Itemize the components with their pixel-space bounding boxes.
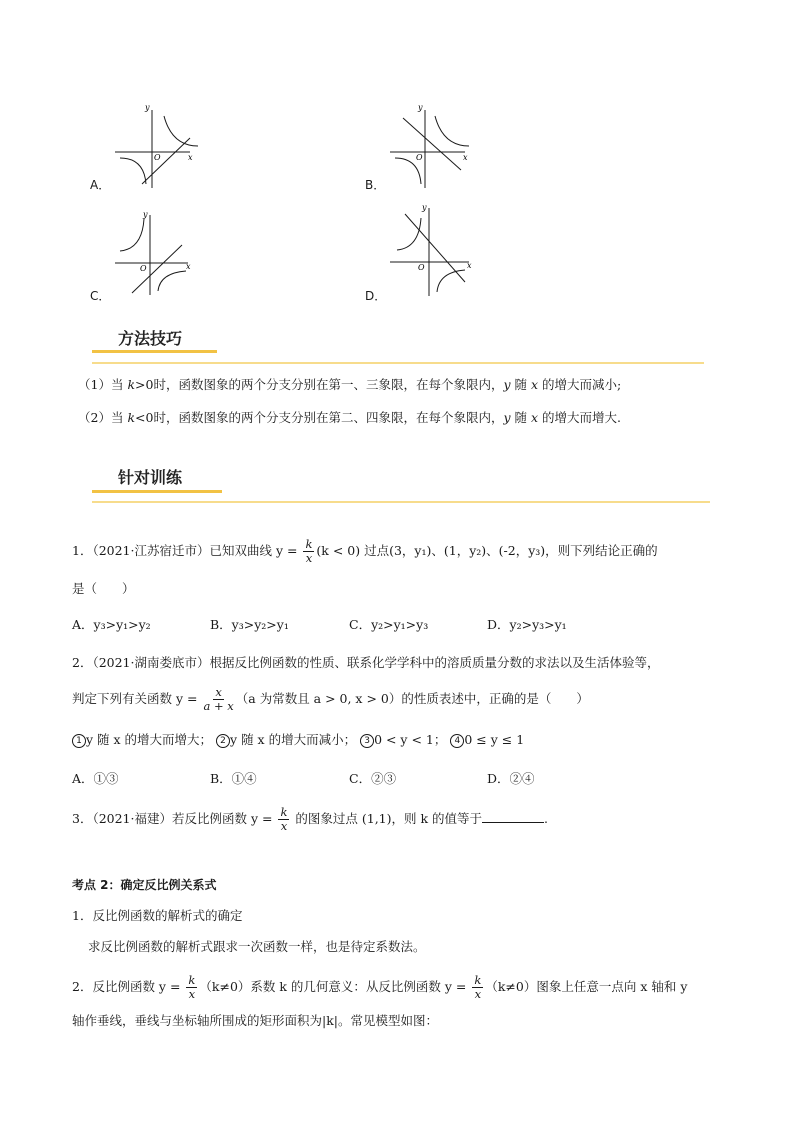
circled-number: 1	[72, 734, 86, 748]
q1-option-d[interactable]: D．y₂>y₃>y₁	[487, 617, 567, 632]
circled-number: 3	[360, 734, 374, 748]
straight-line	[142, 138, 190, 184]
question-3: 3．（2021·福建）若反比例函数 y = $\frac{k}{x}$ 的图象过点 (1,1)，则 k 的值等于 .	[72, 805, 549, 833]
hyperbola-branch	[397, 218, 421, 250]
section-title-training: 针对训练	[118, 468, 183, 487]
q1-option-b[interactable]: B．y₃>y₂>y₁	[210, 617, 289, 632]
hyperbola-branch	[435, 116, 469, 146]
fraction: $\frac{k}{x}$	[305, 537, 313, 565]
x-axis-label: x	[467, 261, 472, 270]
hyperbola-branch	[120, 219, 144, 251]
section-underline	[92, 350, 217, 353]
straight-line	[403, 118, 461, 170]
y-axis-label: y	[422, 203, 427, 212]
hyperbola-branch	[437, 270, 465, 292]
q1-option-c[interactable]: C．y₂>y₁>y₃	[349, 617, 429, 632]
y-axis-label: y	[418, 103, 423, 112]
section-underline	[92, 490, 222, 493]
method-line-1: （1）当 k>0时，函数图象的两个分支分别在第一、三象限，在每个象限内，y 随 x 的增大而减小;	[78, 377, 622, 392]
kaodian-point-1: 1．反比例函数的解析式的确定	[72, 908, 243, 923]
q2-option-b[interactable]: B．①④	[210, 771, 257, 786]
question-1-line-2: 是（ ）	[72, 581, 135, 596]
origin-label: O	[418, 263, 425, 272]
method-line-2: （2）当 k<0时，函数图象的两个分支分别在第二、四象限，在每个象限内，y 随 x 的增大而增大.	[78, 410, 621, 425]
x-axis-label: x	[188, 153, 193, 162]
x-axis-label: x	[186, 262, 191, 271]
q2-option-c[interactable]: C．②③	[349, 771, 397, 786]
fraction: $\frac{k}{x}$	[188, 973, 196, 1001]
kaodian-point-2: 2．反比例函数 y = $\frac{k}{x}$ （k≠0）系数 k 的几何意义：从反比例函数 y = $\frac{k}{x}$ （k≠0）图象上任意一点向 x 轴和 y	[72, 973, 688, 1001]
y-axis-label: y	[145, 103, 150, 112]
kaodian-title: 考点 2：确定反比例关系式	[72, 878, 217, 892]
y-axis-label: y	[143, 210, 148, 219]
straight-line	[405, 214, 465, 282]
question-1: 1．（2021·江苏宿迁市）已知双曲线 y = $\frac{k}{x}$ (k < 0) 过点(3，y₁)、(1，y₂)、(-2，y₃)，则下列结论正确的	[72, 537, 658, 565]
fraction: $\frac{k}{x}$	[280, 805, 288, 833]
q1-option-a[interactable]: A．y₃>y₁>y₂	[72, 617, 151, 632]
graph-d	[385, 202, 485, 298]
hyperbola-branch	[120, 158, 146, 184]
circled-number: 2	[216, 734, 230, 748]
section-title-method: 方法技巧	[118, 329, 183, 348]
question-2-line-2: 判定下列有关函数 y = $\frac{x}{a + x}$ （a 为常数且 a > 0, x > 0）的性质表述中，正确的是（ ）	[72, 685, 589, 713]
graph-b-label: B．	[365, 178, 386, 192]
kaodian-point-2-line-2: 轴作垂线，垂线与坐标轴所围成的矩形面积为|k|。常见模型如图：	[72, 1013, 438, 1028]
answer-blank[interactable]	[482, 810, 544, 823]
graph-c-label: C．	[90, 289, 111, 303]
hyperbola-branch	[158, 271, 186, 291]
graph-b	[385, 100, 480, 190]
graph-c	[110, 205, 200, 297]
hyperbola-branch	[164, 116, 198, 146]
graph-a-label: A．	[90, 178, 111, 192]
section-rule	[92, 362, 704, 364]
x-axis-label: x	[463, 153, 468, 162]
origin-label: O	[416, 153, 423, 162]
graph-d-label: D．	[365, 289, 387, 303]
origin-label: O	[140, 264, 147, 273]
graph-a	[110, 100, 205, 190]
question-2-statements: 1 y 随 x 的增大而增大； 2 y 随 x 的增大而减小； 3 0 < y < 1； 4 0 ≤ y ≤ 1	[72, 731, 524, 749]
fraction: $\frac{x}{a + x}$	[203, 685, 234, 713]
origin-label: O	[154, 153, 161, 162]
q2-option-d[interactable]: D．②④	[487, 771, 535, 786]
question-2: 2．（2021·湖南娄底市）根据反比例函数的性质、联系化学学科中的溶质质量分数的求法以及生活体验等，	[72, 655, 660, 670]
kaodian-point-1-text: 求反比例函数的解析式跟求一次函数一样，也是待定系数法。	[88, 939, 426, 954]
circled-number: 4	[450, 734, 464, 748]
q2-option-a[interactable]: A．①③	[72, 771, 119, 786]
section-rule	[92, 501, 710, 503]
fraction: $\frac{k}{x}$	[474, 973, 482, 1001]
